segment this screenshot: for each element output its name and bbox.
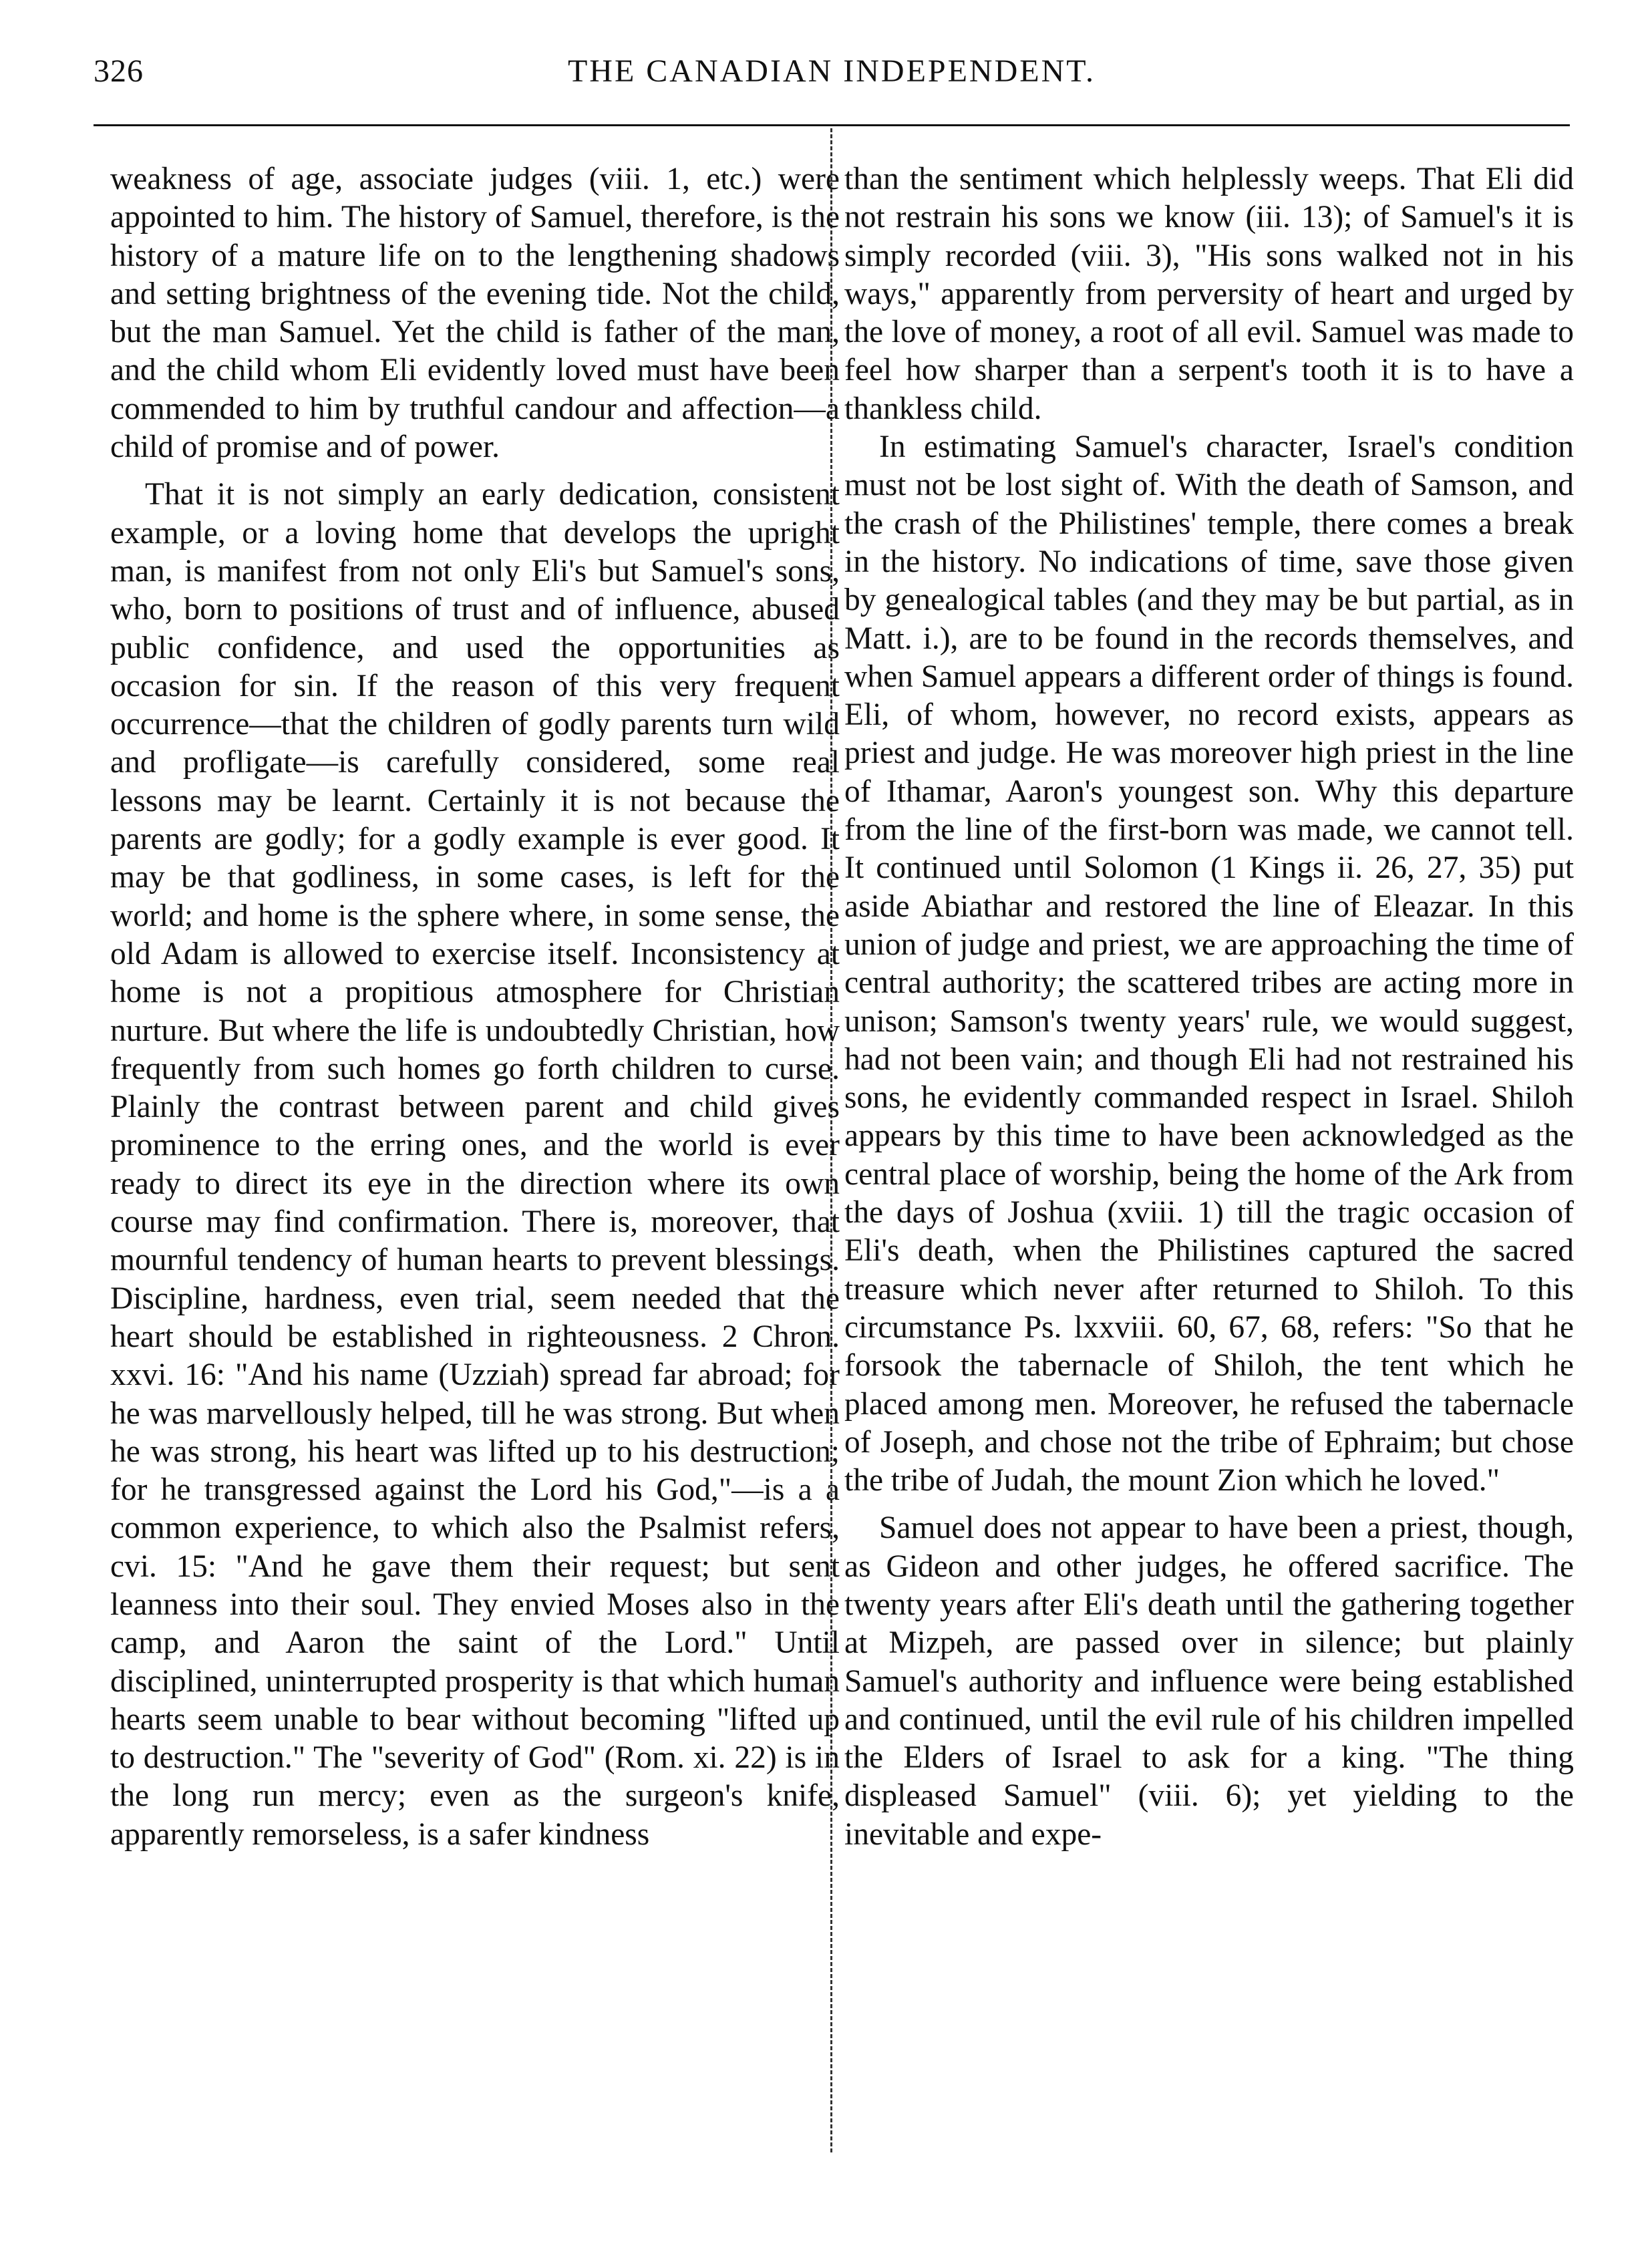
paragraph-1: weakness of age, associate judges (viii. 1, etc.) were appointed to him. The history of Samuel, therefore, is the history of a mature life on to the lengthening shadows and setting brightness of the evening tide. Not the child, but the man Samuel. Yet the child is father of the man, and the child whom Eli evidently loved must have been commended to him by truthful candour and affection—a child of promise and of power. <box>110 162 840 465</box>
paragraph-2: That it is not simply an early dedication, consistent example, or a loving home that develops the upright man, is manifest from not only Eli's but Samuel's sons, who, born to positions of trust and of influence, abused public confidence, and used the opportunities as occasion for sin. If the reason of this very frequent occurrence—that the children of godly parents turn wild and profligate—is carefully considered, some real lessons may be learnt. Certainly it is not because the parents are godly; for a godly example is ever good. It may be that godliness, in some cases, is left for the world; and home is the sphere where, in some sense, the old Adam is allowed to exercise itself. Inconsistency at home is not a propitious atmosphere for Christian nurture. But where the life is undoubtedly Christian, how frequently from such homes go forth children to curse. Plainly the contrast between parent and child gives prominence to the erring ones, and the world is ever ready to direct its eye in the direction where its own course may find confirmation. There is, moreover, that mournful tendency of human hearts to prevent blessings. Discipline, hardness, even trial, seem needed that the heart should be established in righteousness. 2 Chron. xxvi. 16: "And his name (Uzziah) spread far abroad; for he was marvellously helped, till he was strong. But when he was strong, his heart was lifted up to his destruction; for he transgressed against the Lord his God,"—is a a common experience, to which also the Psalmist refers, cvi. 15: "And he gave them their request; but sent leanness into their soul. They envied Moses also in the camp, and Aaron the saint of the Lord." Until disciplined, uninterrupted prosperity is that which human hearts seem unable to bear without becoming "lifted up to destruction." The "severity of God" (Rom. xi. 22) is in the long run mercy; even as the surgeon's knife, apparently remorseless, is a safer kindness <box>110 477 840 1852</box>
right-column <box>844 160 1574 1854</box>
left-column <box>110 160 840 1854</box>
paragraph-5: Samuel does not appear to have been a priest, though, as Gideon and other judges, he offered sacrifice. The twenty years after Eli's death until the gathering together at Mizpeh, are passed over in silence; but plainly Samuel's authority and influence were being established and continued, until the evil rule of his children impelled the Elders of Israel to ask for a king. "The thing displeased Samuel" (viii. 6); yet yielding to the inevitable and expe- <box>844 1510 1574 1852</box>
paragraph-3: than the sentiment which helplessly weeps. That Eli did not restrain his sons we know (iii. 13); of Samuel's it is simply recorded (viii. 3), "His sons walked not in his ways," apparently from perversity of heart and urged by the love of money, a root of all evil. Samuel was made to feel how sharper than a serpent's tooth it is to have a thankless child. <box>844 162 1574 426</box>
page-number: 326 <box>94 53 144 89</box>
header-rule <box>94 124 1570 126</box>
paragraph-4: In estimating Samuel's character, Israel's condition must not be lost sight of. With the death of Samson, and the crash of the Philistines' temple, there comes a break in the history. No indications of time, save those given by genealogical tables (and they may be but partial, as in Matt. i.), are to be found in the records themselves, and when Samuel appears a different order of things is found. Eli, of whom, however, no record exists, appears as priest and judge. He was moreover high priest in the line of Ithamar, Aaron's youngest son. Why this departure from the line of the first-born was made, we cannot tell. It continued until Solomon (1 Kings ii. 26, 27, 35) put aside Abiathar and restored the line of Eleazar. In this union of judge and priest, we are approaching the time of central authority; the scattered tribes are acting more in unison; Samson's twenty years' rule, we would suggest, had not been vain; and though Eli had not restrained his sons, he evidently commanded respect in Israel. Shiloh appears by this time to have been acknowledged as the central place of worship, being the home of the Ark from the days of Joshua (xviii. 1) till the tragic occasion of Eli's death, when the Philistines captured the sacred treasure which never after returned to Shiloh. To this circumstance Ps. lxxviii. 60, 67, 68, refers: "So that he forsook the tabernacle of Shiloh, the tent which he placed among men. Moreover, he refused the tabernacle of Joseph, and chose not the tribe of Ephraim; but chose the tribe of Judah, the mount Zion which he loved." <box>844 430 1574 1498</box>
running-title: THE CANADIAN INDEPENDENT. <box>567 53 1096 89</box>
page-header <box>94 41 1570 102</box>
